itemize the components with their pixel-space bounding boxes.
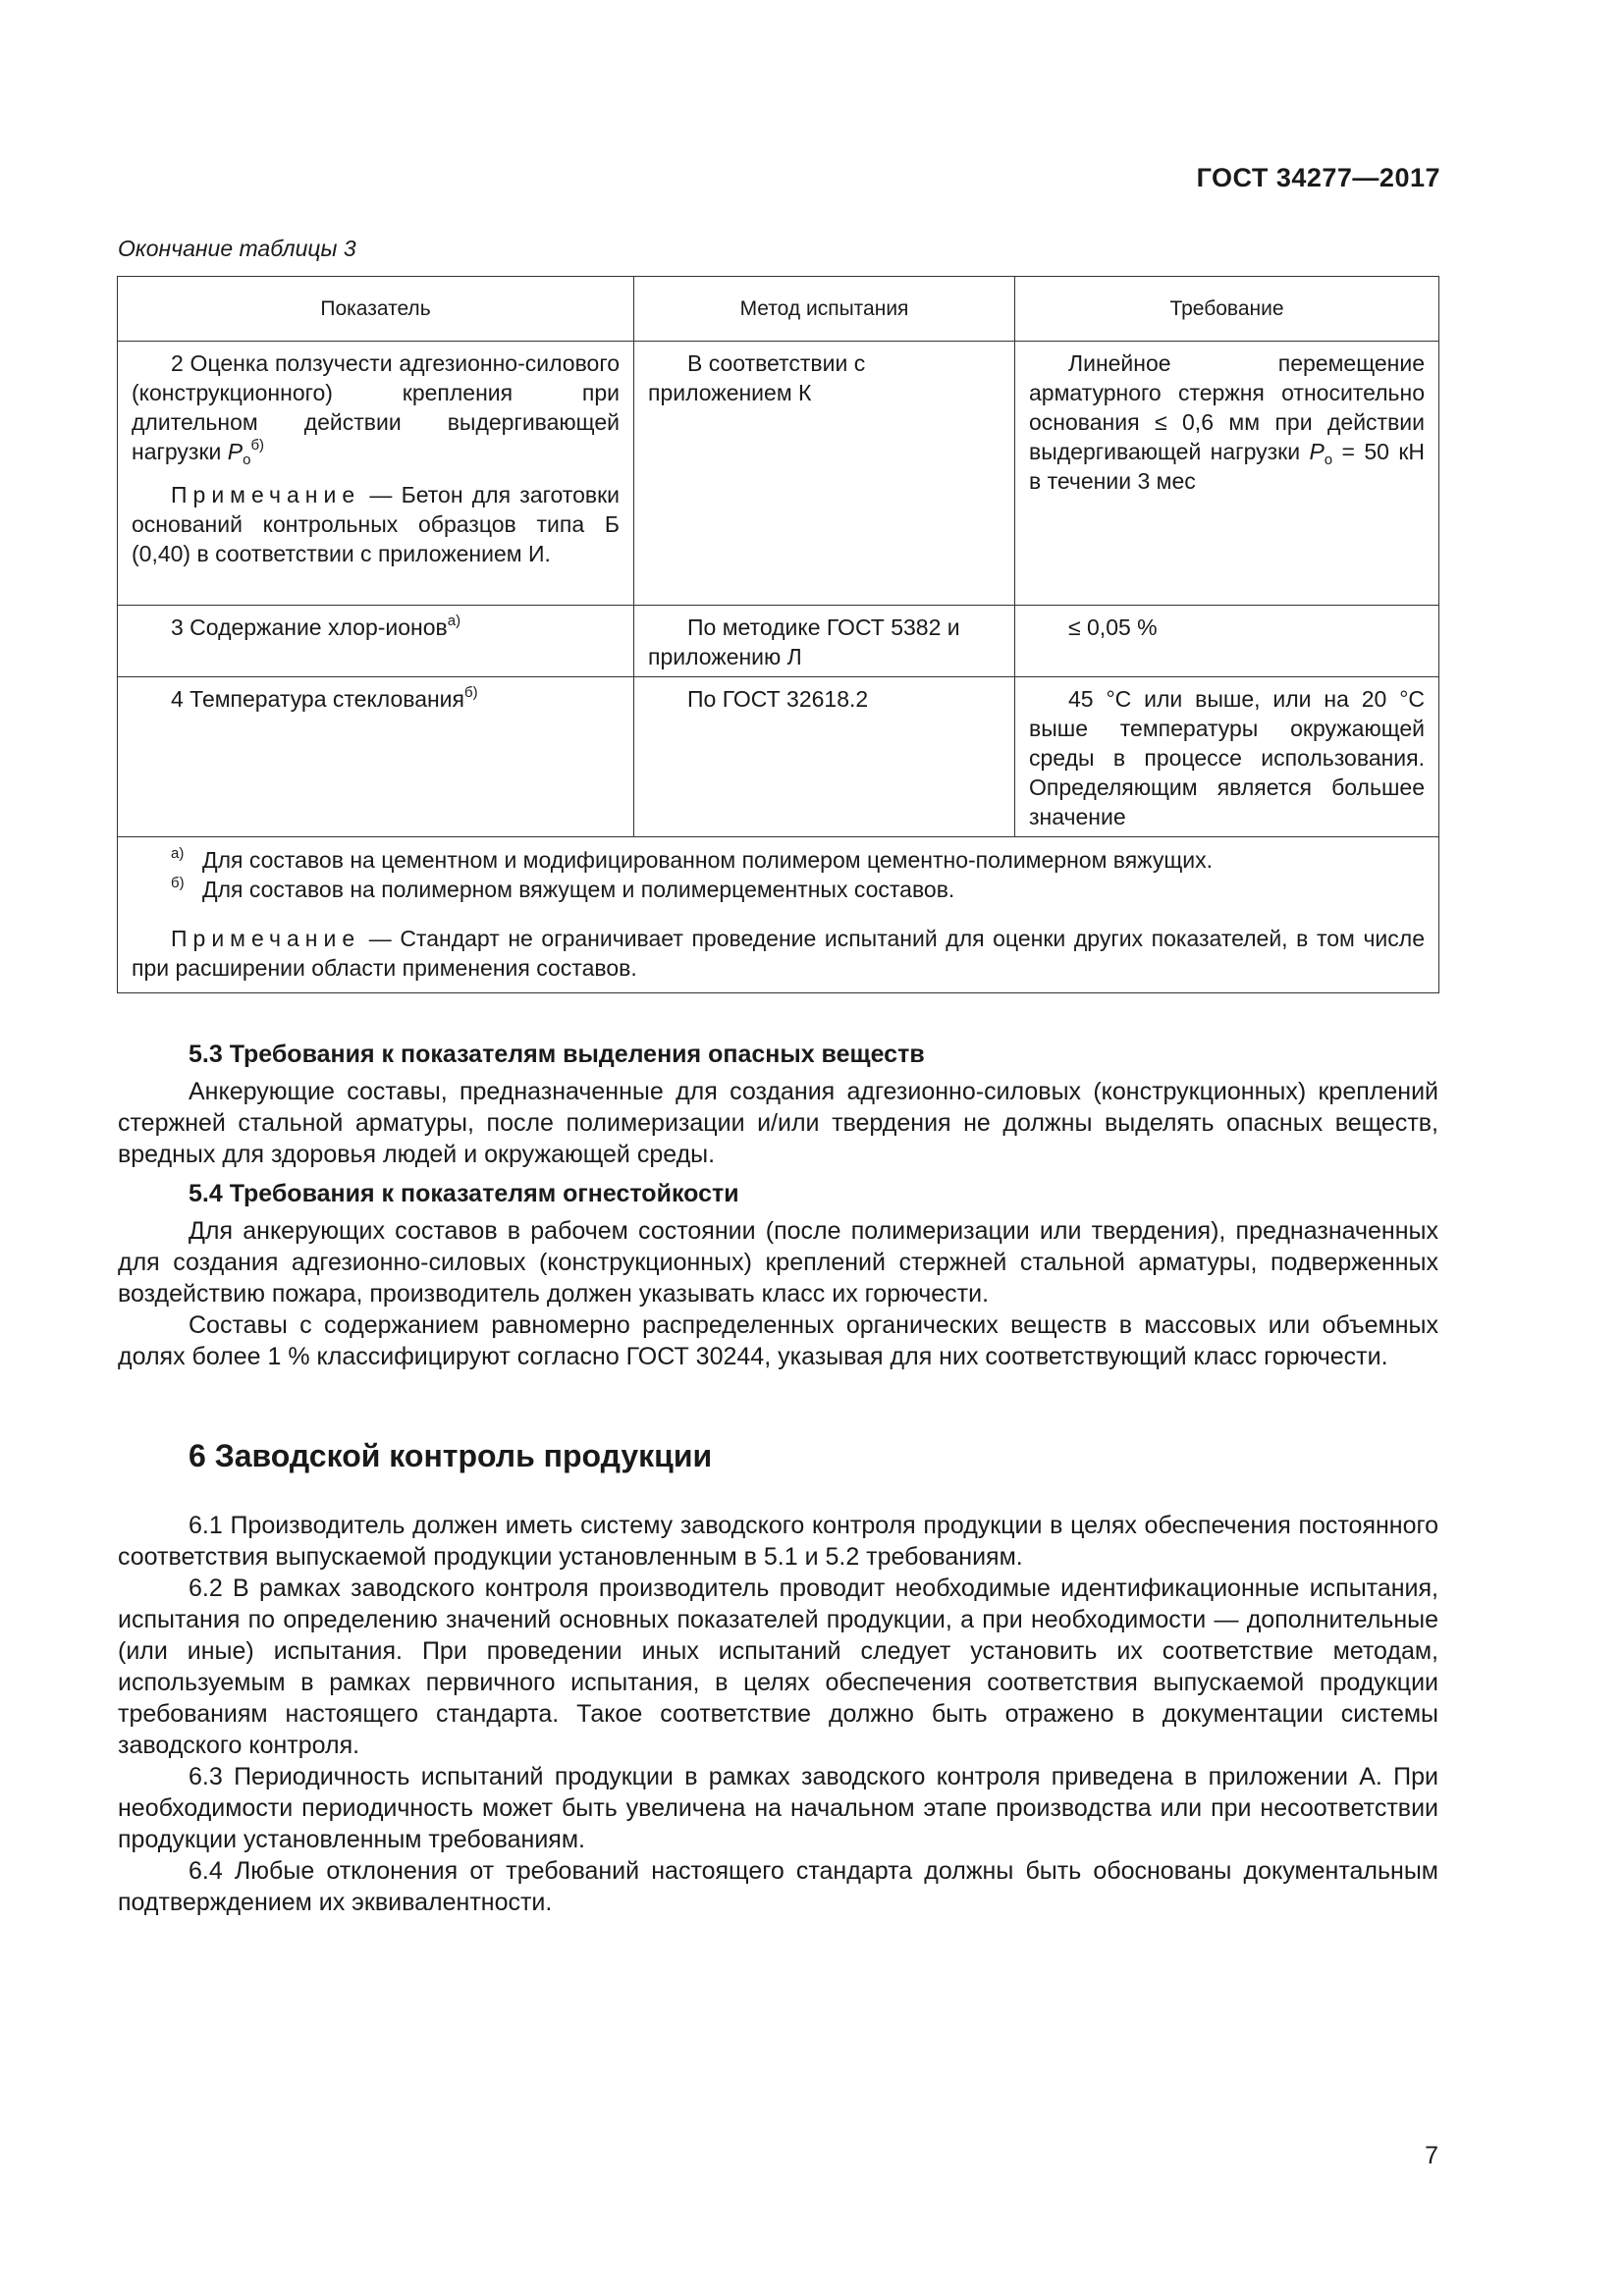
section-5-3 xyxy=(118,1039,1438,1170)
table-header-row xyxy=(118,277,1439,342)
table-footnotes-row xyxy=(118,837,1439,993)
document-code: ГОСТ 34277—2017 xyxy=(1196,163,1440,192)
requirements-table xyxy=(117,276,1439,993)
section-heading-6: 6 Заводской контроль продукции xyxy=(189,1438,713,1473)
paragraph: Для анкерующих составов в рабочем состоянии (после полимеризации или твердения), предназначенных для создания адгезионно-силовых (конструкционных) креплений стержней стальной арматуры, подверженных воздействию пожара, производитель должен указывать класс их горючести. xyxy=(118,1217,1438,1308)
indicator-text: 2 Оценка ползучести адгезионно-силового (конструкционного) крепления при длительном действии выдергивающей нагрузки $P_о^{б)}$ xyxy=(132,350,620,468)
table-caption: Окончание таблицы 3 xyxy=(118,236,356,261)
paragraph: 6.4 Любые отклонения от требований настоящего стандарта должны быть обоснованы документальным подтверждением их эквивалентности. xyxy=(118,1857,1438,1916)
column-header-requirement: Требование xyxy=(1015,277,1439,342)
page-number: 7 xyxy=(1425,2142,1438,2169)
paragraph: 6.1 Производитель должен иметь систему заводского контроля продукции в целях обеспечения постоянного соответствия выпускаемой продукции установленным в 5.1 и 5.2 требованиям. xyxy=(118,1512,1438,1571)
paragraph: 6.3 Периодичность испытаний продукции в рамках заводского контроля приведена в приложении А. При необходимости периодичность может быть увеличена на начальном этапе производства или при несоответствии продукции установленным требованиям. xyxy=(118,1763,1438,1853)
table-note: Примечание — Бетон для заготовки оснований контрольных образцов типа Б (0,40) в соответствии с приложением И. xyxy=(132,482,620,566)
section-heading: 5.3 Требования к показателям выделения опасных веществ xyxy=(189,1041,925,1068)
column-header-indicator: Показатель xyxy=(118,277,634,342)
table-row xyxy=(118,677,1439,837)
table-cell-method: В соответствии с приложением К xyxy=(634,342,1015,606)
table-footnotes-cell xyxy=(118,837,1439,993)
table-row xyxy=(118,342,1439,606)
paragraph: Анкерующие составы, предназначенные для создания адгезионно-силовых (конструкционных) креплений стержней стальной арматуры, после полимеризации и/или твердения не должны выделять опасных веществ, вредных для здоровья людей и окружающей среды. xyxy=(118,1078,1438,1168)
table-cell-requirement: Линейное перемещение арматурного стержня относительно основания ≤ 0,6 мм при действии выдергивающей нагрузки $P_о = 50$ кН в течении 3 мес xyxy=(1015,342,1439,606)
footnote: $^{б)}$ Для составов на полимерном вяжущем и полимерцементных составов. xyxy=(171,875,955,902)
table-cell-method: По ГОСТ 32618.2 xyxy=(634,677,1015,837)
table-general-note: Примечание — Стандарт не ограничивает проведение испытаний для оценки других показателей, в том числе при расширении области применения составов. xyxy=(132,926,1425,981)
table-cell-requirement: ≤ 0,05 % xyxy=(1015,606,1439,677)
paragraph: 6.2 В рамках заводского контроля производитель проводит необходимые идентификационные испытания, испытания по определению значений основных показателей продукции, а при необходимости — дополнительные (или иные) испытания. При проведении иных испытаний следует установить их соответствие методам, используемым в рамках первичного испытания, в целях обеспечения соответствия выпускаемой продукции требованиям настоящего стандарта. Такое соответствие должно быть отражено в документации системы заводского контроля. xyxy=(118,1575,1438,1759)
paragraph: Составы с содержанием равномерно распределенных органических веществ в массовых или объемных долях более 1 % классифицируют согласно ГОСТ 30244, указывая для них соответствующий класс горючести. xyxy=(118,1311,1438,1370)
table-cell-indicator xyxy=(118,342,634,606)
section-6-body xyxy=(118,1510,1438,1918)
section-heading: 5.4 Требования к показателям огнестойкости xyxy=(189,1180,739,1207)
footnote: $^{а)}$ Для составов на цементном и модифицированном полимером цементно-полимерном вяжущих. xyxy=(171,845,1213,873)
table-cell-requirement: 45 °C или выше, или на 20 °C выше температуры окружающей среды в процессе использования. Определяющим является большее значение xyxy=(1015,677,1439,837)
table-row xyxy=(118,606,1439,677)
section-5-4 xyxy=(118,1178,1438,1372)
table-cell-indicator: 3 Содержание хлор-ионов$^{а)}$ xyxy=(118,606,634,677)
symbol-p: P xyxy=(227,439,243,464)
column-header-method: Метод испытания xyxy=(634,277,1015,342)
table-cell-method: По методике ГОСТ 5382 и приложению Л xyxy=(634,606,1015,677)
note-label: Примечание xyxy=(171,482,361,507)
table-cell-indicator: 4 Температура стеклования$^{б)}$ xyxy=(118,677,634,837)
